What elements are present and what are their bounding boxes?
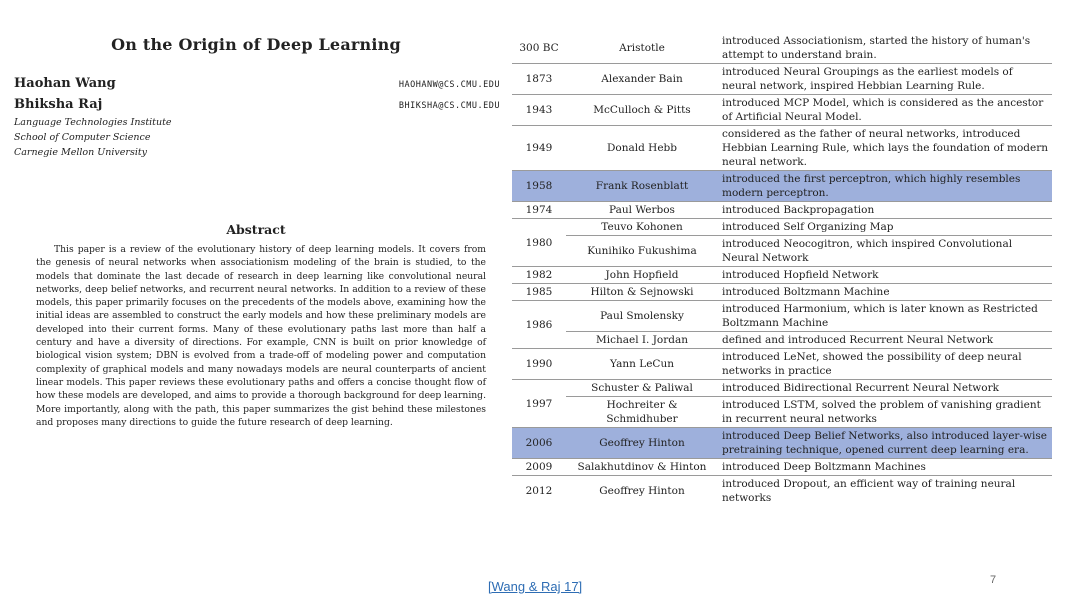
affiliation bbox=[14, 115, 502, 160]
description-cell: introduced Associationism, started the history of human's attempt to understand brain. bbox=[718, 33, 1052, 64]
name-cell: Frank Rosenblatt bbox=[566, 171, 718, 202]
table-row bbox=[512, 380, 1052, 397]
name-cell: Schuster & Paliwal bbox=[566, 380, 718, 397]
name-cell: Salakhutdinov & Hinton bbox=[566, 459, 718, 476]
table-row bbox=[512, 95, 1052, 126]
paper-page bbox=[10, 30, 502, 429]
name-cell: Kunihiko Fukushima bbox=[566, 236, 718, 267]
author-name: Bhiksha Raj bbox=[14, 97, 103, 112]
description-cell: introduced Harmonium, which is later known as Restricted Boltzmann Machine bbox=[718, 301, 1052, 332]
table-row bbox=[512, 64, 1052, 95]
year-cell: 2006 bbox=[512, 428, 566, 459]
description-cell: introduced MCP Model, which is considered as the ancestor of Artificial Neural Model. bbox=[718, 95, 1052, 126]
description-cell: introduced Deep Boltzmann Machines bbox=[718, 459, 1052, 476]
description-cell: introduced Deep Belief Networks, also introduced layer-wise pretraining technique, opened current deep learning era. bbox=[718, 428, 1052, 459]
page-number: 7 bbox=[990, 574, 997, 586]
year-cell: 1958 bbox=[512, 171, 566, 202]
year-cell: 1949 bbox=[512, 126, 566, 171]
description-cell: introduced the first perceptron, which highly resembles modern perceptron. bbox=[718, 171, 1052, 202]
table-row-highlighted bbox=[512, 428, 1052, 459]
year-cell: 1943 bbox=[512, 95, 566, 126]
description-cell: introduced Neural Groupings as the earliest models of neural network, inspired Hebbian Learning Rule. bbox=[718, 64, 1052, 95]
table-row bbox=[512, 202, 1052, 219]
name-cell: John Hopfield bbox=[566, 267, 718, 284]
author-email: HAOHANW@CS.CMU.EDU bbox=[398, 80, 500, 90]
table-row bbox=[512, 219, 1052, 236]
description-cell: considered as the father of neural networks, introduced Hebbian Learning Rule, which lays the foundation of modern neural network. bbox=[718, 126, 1052, 171]
name-cell: Teuvo Kohonen bbox=[566, 219, 718, 236]
name-cell: Geoffrey Hinton bbox=[566, 428, 718, 459]
citation-link[interactable]: [Wang & Raj 17] bbox=[488, 579, 583, 594]
name-cell: Paul Smolensky bbox=[566, 301, 718, 332]
name-cell: Alexander Bain bbox=[566, 64, 718, 95]
name-cell: McCulloch & Pitts bbox=[566, 95, 718, 126]
timeline-table-container bbox=[512, 33, 1052, 506]
table-row bbox=[512, 126, 1052, 171]
description-cell: introduced Backpropagation bbox=[718, 202, 1052, 219]
author-row-1 bbox=[14, 76, 502, 91]
year-cell: 1982 bbox=[512, 267, 566, 284]
table-row bbox=[512, 267, 1052, 284]
description-cell: introduced Bidirectional Recurrent Neural Network bbox=[718, 380, 1052, 397]
table-row bbox=[512, 476, 1052, 507]
year-cell: 1873 bbox=[512, 64, 566, 95]
year-cell: 1990 bbox=[512, 349, 566, 380]
abstract-text: This paper is a review of the evolutionary history of deep learning models. It covers from the genesis of neural networks when associationism modeling of the brain is studied, to the models that dominate the last decade of research in deep learning like convolutional neural networks, deep belief networks, and recurrent neural networks. In addition to a review of these models, this paper primarily focuses on the precedents of the models above, examining how the initial ideas are assembled to construct the early models and how these preliminary models are developed into their current forms. Many of these evolutionary paths last more than half a century and have a diversity of directions. For example, CNN is built on prior knowledge of biological vision system; DBN is evolved from a trade-off of modeling power and computation complexity of graphical models and many nowadays models are neural counterparts of ancient linear models. This paper reviews these evolutionary paths and offers a concise thought flow of how these models are developed, and aims to provide a thorough background for deep learning. More importantly, along with the path, this paper summarizes the gist behind these milestones and proposes many directions to guide the future research of deep learning. bbox=[36, 244, 486, 428]
year-cell: 300 BC bbox=[512, 33, 566, 64]
author-name: Haohan Wang bbox=[14, 76, 116, 91]
paper-title: On the Origin of Deep Learning bbox=[111, 35, 401, 54]
author-email: BHIKSHA@CS.CMU.EDU bbox=[398, 101, 500, 111]
table-row bbox=[512, 284, 1052, 301]
year-cell: 2009 bbox=[512, 459, 566, 476]
name-cell: Hilton & Sejnowski bbox=[566, 284, 718, 301]
year-cell: 1986 bbox=[512, 301, 566, 349]
description-cell: defined and introduced Recurrent Neural Network bbox=[718, 332, 1052, 349]
timeline-table bbox=[512, 33, 1052, 506]
table-row-highlighted bbox=[512, 171, 1052, 202]
description-cell: introduced LeNet, showed the possibility of deep neural networks in practice bbox=[718, 349, 1052, 380]
table-row bbox=[512, 397, 1052, 428]
author-row-2 bbox=[14, 97, 502, 112]
table-row bbox=[512, 332, 1052, 349]
table-row bbox=[512, 301, 1052, 332]
name-cell: Paul Werbos bbox=[566, 202, 718, 219]
name-cell: Hochreiter & Schmidhuber bbox=[566, 397, 718, 428]
description-cell: introduced Dropout, an efficient way of training neural networks bbox=[722, 478, 1016, 504]
abstract-heading: Abstract bbox=[226, 222, 286, 237]
name-cell: Aristotle bbox=[566, 33, 718, 64]
description-cell: introduced Neocogitron, which inspired Convolutional Neural Network bbox=[718, 236, 1052, 267]
year-cell: 1997 bbox=[512, 380, 566, 428]
table-row bbox=[512, 236, 1052, 267]
description-cell: introduced Boltzmann Machine bbox=[718, 284, 1052, 301]
description-cell: introduced Self Organizing Map bbox=[718, 219, 1052, 236]
year-cell: 1974 bbox=[512, 202, 566, 219]
affiliation-line: School of Computer Science bbox=[14, 132, 151, 143]
name-cell: Donald Hebb bbox=[566, 126, 718, 171]
year-cell: 1985 bbox=[512, 284, 566, 301]
year-cell: 1980 bbox=[512, 219, 566, 267]
name-cell: Michael I. Jordan bbox=[566, 332, 718, 349]
name-cell: Yann LeCun bbox=[566, 349, 718, 380]
table-row bbox=[512, 459, 1052, 476]
description-cell: introduced LSTM, solved the problem of vanishing gradient in recurrent neural networks bbox=[718, 397, 1052, 428]
table-row bbox=[512, 349, 1052, 380]
description-cell: introduced Hopfield Network bbox=[718, 267, 1052, 284]
affiliation-line: Carnegie Mellon University bbox=[14, 147, 148, 158]
table-row bbox=[512, 33, 1052, 64]
affiliation-line: Language Technologies Institute bbox=[14, 117, 172, 128]
year-cell: 2012 bbox=[525, 485, 553, 497]
name-cell: Geoffrey Hinton bbox=[599, 485, 685, 497]
